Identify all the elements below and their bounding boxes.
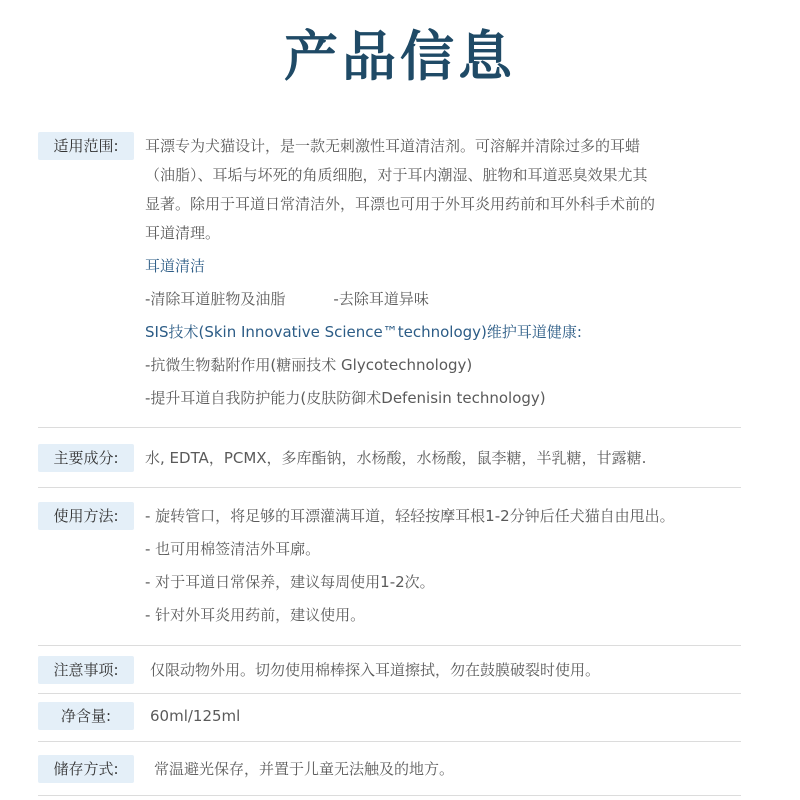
directions-label: 使用方法: xyxy=(38,502,134,530)
ear-cleaning-items xyxy=(145,285,741,314)
sis-item: -提升耳道自我防护能力(皮肤防御术Defenisin technology) xyxy=(145,389,546,407)
page-title: 产品信息 xyxy=(284,25,516,88)
usage-scope-line: （油脂）、耳垢与坏死的角质细胞，对于耳内潮湿、脏物和耳道恶臭效果尤其 xyxy=(145,166,648,184)
usage-scope-line: 耳漂专为犬猫设计，是一款无刺激性耳道清洁剂。可溶解并清除过多的耳蜡 xyxy=(145,137,641,155)
ingredients-section xyxy=(38,442,741,488)
net-content-text: 60ml/125ml xyxy=(150,707,241,725)
ear-cleaning-heading: 耳道清洁 xyxy=(145,257,206,275)
sis-heading: SIS技术(Skin Innovative Science™technology)维护耳道健康: xyxy=(145,323,582,341)
directions-content xyxy=(145,502,745,630)
usage-scope-content xyxy=(145,132,741,413)
directions-line: - 针对外耳炎用药前，建议使用。 xyxy=(145,606,366,624)
ear-cleaning-item: -去除耳道异味 xyxy=(333,290,429,308)
directions-line: - 也可用棉签清洁外耳廓。 xyxy=(145,540,321,558)
usage-scope-label: 适用范围: xyxy=(38,132,134,160)
net-content-section xyxy=(38,702,741,742)
precautions-section xyxy=(38,654,741,694)
directions-section xyxy=(38,500,741,646)
storage-label: 储存方式: xyxy=(38,755,134,783)
ingredients-text: 水, EDTA，PCMX，多库酯钠，水杨酸，水杨酸，鼠李糖，半乳糖，甘露糖. xyxy=(145,449,647,467)
precautions-text: 仅限动物外用。切勿使用棉棒探入耳道擦拭，勿在鼓膜破裂时使用。 xyxy=(150,661,601,679)
ear-cleaning-item: -清除耳道脏物及油脂 xyxy=(145,290,286,308)
directions-line: - 对于耳道日常保养，建议每周使用1-2次。 xyxy=(145,573,435,591)
net-content-label: 净含量: xyxy=(38,702,134,730)
usage-scope-line: 耳道清理。 xyxy=(145,224,221,242)
storage-section xyxy=(38,753,741,796)
usage-scope-line: 显著。除用于耳道日常清洁外，耳漂也可用于外耳炎用药前和耳外科手术前的 xyxy=(145,195,656,213)
storage-text: 常温避光保存，并置于儿童无法触及的地方。 xyxy=(154,760,455,778)
ingredients-label: 主要成分: xyxy=(38,444,134,472)
precautions-label: 注意事项: xyxy=(38,656,134,684)
usage-scope-section xyxy=(38,130,741,428)
sis-item: -抗微生物黏附作用(糖丽技术 Glycotechnology) xyxy=(145,356,473,374)
directions-line: - 旋转管口，将足够的耳漂灌满耳道，轻轻按摩耳根1-2分钟后任犬猫自由甩出。 xyxy=(145,507,675,525)
